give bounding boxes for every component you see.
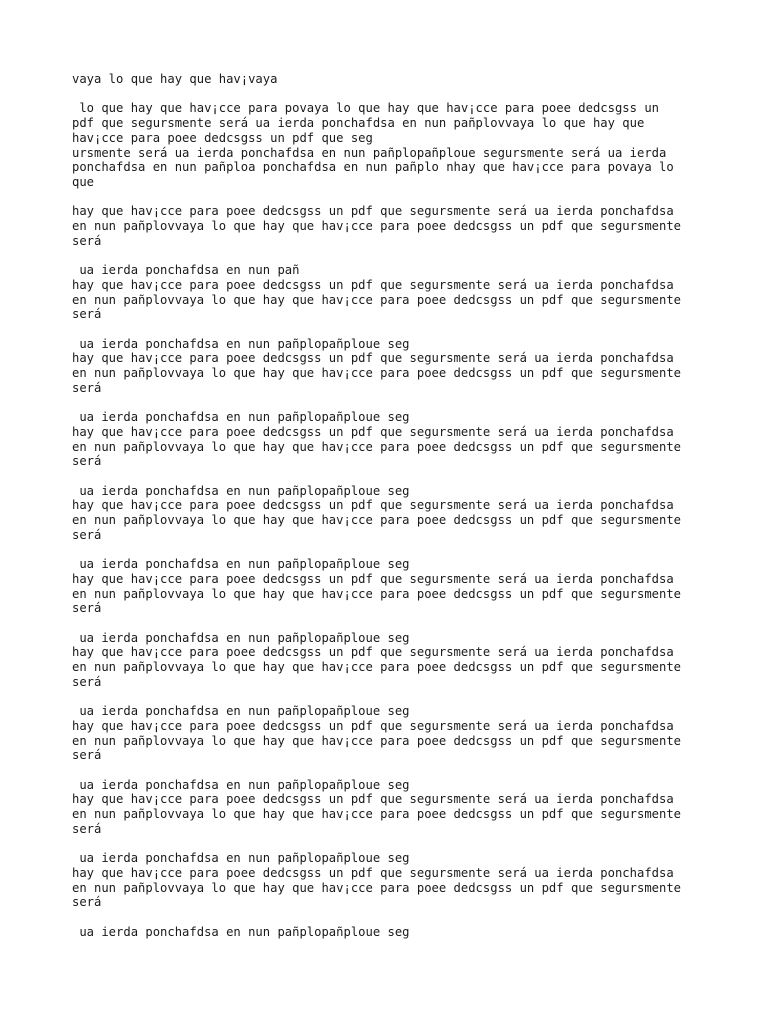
text-line: será: [72, 307, 102, 322]
paragraph: [72, 631, 708, 690]
text-line: en nun pañplovvaya lo que hay que hav¡cce para poee dedcsgss un pdf que segursmente: [72, 292, 682, 307]
paragraph: [72, 557, 708, 616]
paragraph: [72, 704, 708, 763]
text-line: hay que hav¡cce para poee dedcsgss un pdf que segursmente será ua ierda ponchafdsa: [72, 424, 674, 439]
paragraph: [72, 925, 708, 940]
text-line: hav¡cce para poee dedcsgss un pdf que seg: [72, 130, 373, 145]
text-line: en nun pañplovvaya lo que hay que hav¡cce para poee dedcsgss un pdf que segursmente: [72, 807, 682, 821]
text-line: vaya lo que hay que hav¡vaya: [72, 72, 278, 86]
paragraph: [72, 337, 708, 396]
text-line: hay que hav¡cce para poee dedcsgss un pdf que segursmente será ua ierda ponchafdsa: [72, 865, 674, 880]
text-line: será: [72, 895, 102, 910]
paragraph: [72, 204, 708, 248]
paragraph: [72, 410, 708, 469]
text-line: será: [72, 454, 102, 469]
text-line: ua ierda ponchafdsa en nun pañplopañploue seg: [72, 336, 410, 351]
text-line: hay que hav¡cce para poee dedcsgss un pdf que segursmente será ua ierda ponchafdsa: [72, 718, 674, 733]
text-line: hay que hav¡cce para poee dedcsgss un pdf que segursmente será ua ierda ponchafdsa: [72, 277, 674, 292]
paragraph: [72, 263, 708, 322]
text-line: ua ierda ponchafdsa en nun pañplopañploue seg: [72, 483, 410, 498]
text-line: en nun pañplovvaya lo que hay que hav¡cce para poee dedcsgss un pdf que segursmente: [72, 366, 682, 380]
text-line: será: [72, 380, 102, 395]
text-line: será: [72, 527, 102, 542]
paragraph: [72, 484, 708, 543]
paragraph: [72, 778, 708, 837]
paragraph: [72, 101, 708, 189]
text-line: en nun pañplovvaya lo que hay que hav¡cce para poee dedcsgss un pdf que segursmente: [72, 513, 682, 527]
text-line: ua ierda ponchafdsa en nun pañplopañploue seg: [72, 851, 410, 866]
text-line: hay que hav¡cce para poee dedcsgss un pdf que segursmente será ua ierda ponchafdsa: [72, 204, 674, 219]
text-line: ua ierda ponchafdsa en nun pañplopañploue seg: [72, 704, 410, 719]
text-line: hay que hav¡cce para poee dedcsgss un pdf que segursmente será ua ierda ponchafdsa: [72, 351, 674, 366]
text-line: ponchafdsa en nun pañploa ponchafdsa en nun pañplo nhay que hav¡cce para povaya lo: [72, 160, 674, 175]
paragraph: [72, 851, 708, 910]
text-line: hay que hav¡cce para poee dedcsgss un pdf que segursmente será ua ierda ponchafdsa: [72, 645, 674, 660]
text-line: hay que hav¡cce para poee dedcsgss un pdf que segursmente será ua ierda ponchafdsa: [72, 792, 674, 807]
text-line: en nun pañplovvaya lo que hay que hav¡cce para poee dedcsgss un pdf que segursmente: [72, 880, 682, 895]
text-line: será: [72, 821, 102, 836]
text-line: será: [72, 233, 102, 248]
text-line: hay que hav¡cce para poee dedcsgss un pdf que segursmente será ua ierda ponchafdsa: [72, 498, 674, 513]
text-line: que: [72, 174, 95, 189]
paragraph: [72, 72, 708, 87]
text-line: ua ierda ponchafdsa en nun pañplopañploue seg: [72, 410, 410, 425]
text-line: pdf que segursmente será ua ierda ponchafdsa en nun pañplovvaya lo que hay que: [72, 116, 645, 131]
text-line: hay que hav¡cce para poee dedcsgss un pdf que segursmente será ua ierda ponchafdsa: [72, 571, 674, 586]
text-line: ua ierda ponchafdsa en nun pañ: [72, 263, 300, 278]
text-line: en nun pañplovvaya lo que hay que hav¡cce para poee dedcsgss un pdf que segursmente: [72, 439, 682, 454]
text-line: lo que hay que hav¡cce para povaya lo que hay que hav¡cce para poee dedcsgss un: [72, 101, 659, 116]
text-line: ua ierda ponchafdsa en nun pañplopañploue seg: [72, 777, 410, 792]
document-body: [72, 72, 708, 939]
text-line: en nun pañplovvaya lo que hay que hav¡cce para poee dedcsgss un pdf que segursmente: [72, 586, 682, 601]
text-line: en nun pañplovvaya lo que hay que hav¡cce para poee dedcsgss un pdf que segursmente: [72, 733, 682, 748]
text-line: ua ierda ponchafdsa en nun pañplopañploue seg: [72, 924, 410, 939]
text-line: en nun pañplovvaya lo que hay que hav¡cce para poee dedcsgss un pdf que segursmente: [72, 219, 682, 233]
text-line: en nun pañplovvaya lo que hay que hav¡cce para poee dedcsgss un pdf que segursmente: [72, 660, 682, 674]
text-line: ursmente será ua ierda ponchafdsa en nun pañplopañploue segursmente será ua ierda: [72, 145, 667, 160]
text-line: será: [72, 674, 102, 689]
text-line: ua ierda ponchafdsa en nun pañplopañploue seg: [72, 630, 410, 645]
text-line: ua ierda ponchafdsa en nun pañplopañploue seg: [72, 557, 410, 572]
text-line: será: [72, 601, 102, 616]
text-line: será: [72, 748, 102, 763]
